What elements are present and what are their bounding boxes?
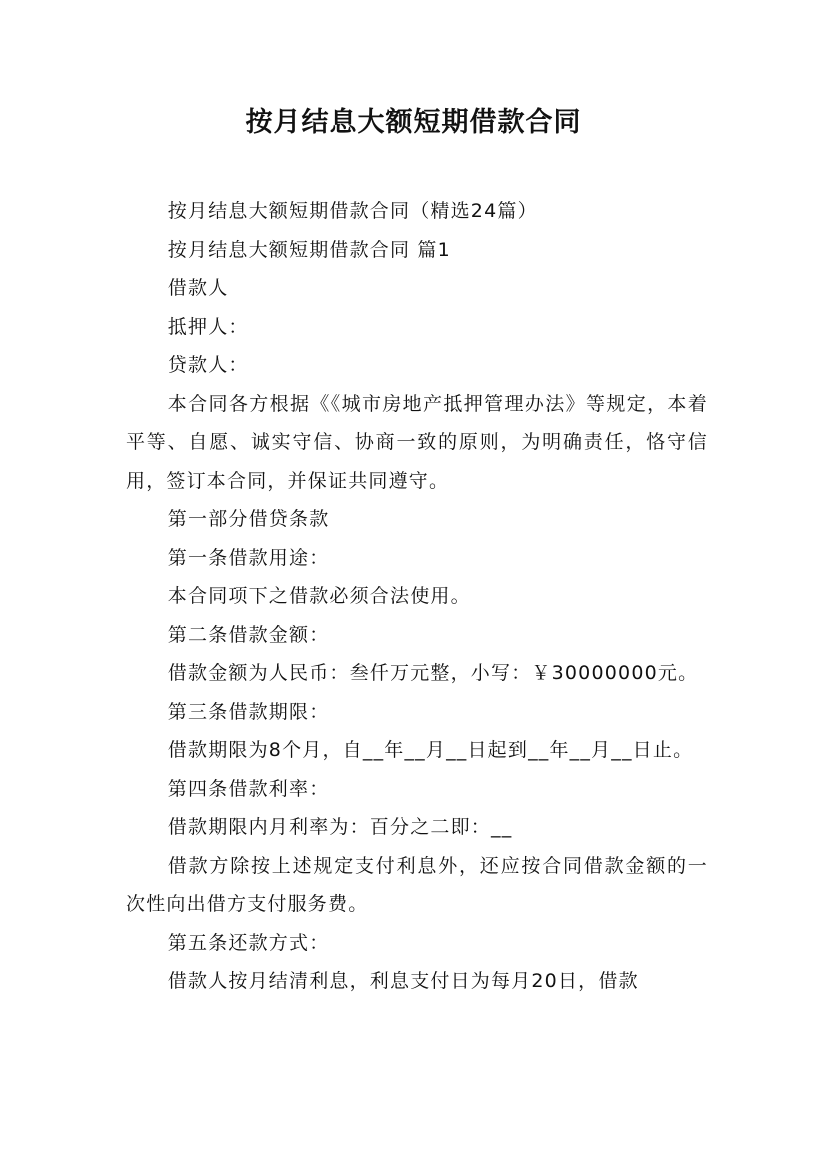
paragraph-article-2: 第二条借款金额：: [167, 623, 330, 646]
paragraph-article-5: 第五条还款方式：: [167, 931, 330, 954]
document-title: 按月结息大额短期借款合同: [245, 107, 582, 138]
paragraph-article-5-text: 借款人按月结清利息，利息支付日为每月20日，借款: [167, 970, 639, 992]
paragraph-article-4: 第四条借款利率：: [167, 777, 330, 800]
paragraph-subtitle: 按月结息大额短期借款合同（精选24篇）: [167, 200, 538, 222]
paragraph-section-heading: 按月结息大额短期借款合同 篇1: [167, 238, 451, 261]
document-body: [126, 192, 708, 1001]
paragraph-article-3: 第三条借款期限：: [167, 700, 330, 723]
paragraph-article-4-text: 借款期限内月利率为：百分之二即：__: [167, 816, 513, 838]
paragraph-lender: 贷款人：: [167, 354, 249, 376]
paragraph-service-fee: 借款方除按上述规定支付利息外，还应按合同借款金额的一次性向出借方支付服务费。: [126, 854, 708, 915]
paragraph-article-1: 第一条借款用途：: [167, 546, 330, 569]
paragraph-mortgagor: 抵押人：: [167, 315, 249, 338]
paragraph-article-1-text: 本合同项下之借款必须合法使用。: [167, 585, 471, 607]
paragraph-borrower: 借款人: [167, 277, 229, 299]
paragraph-article-2-text: 借款金额为人民币：叁仟万元整，小写：￥30000000元。: [167, 662, 699, 684]
paragraph-preamble: 本合同各方根据《《城市房地产抵押管理办法》等规定，本着平等、自愿、诚实守信、协商一致的原则，为明确责任，恪守信用，签订本合同，并保证共同遵守。: [126, 392, 708, 492]
paragraph-article-3-text: 借款期限为8个月，自__年__月__日起到__年__月__日止。: [167, 739, 694, 761]
paragraph-part-one: 第一部分借贷条款: [167, 508, 330, 530]
